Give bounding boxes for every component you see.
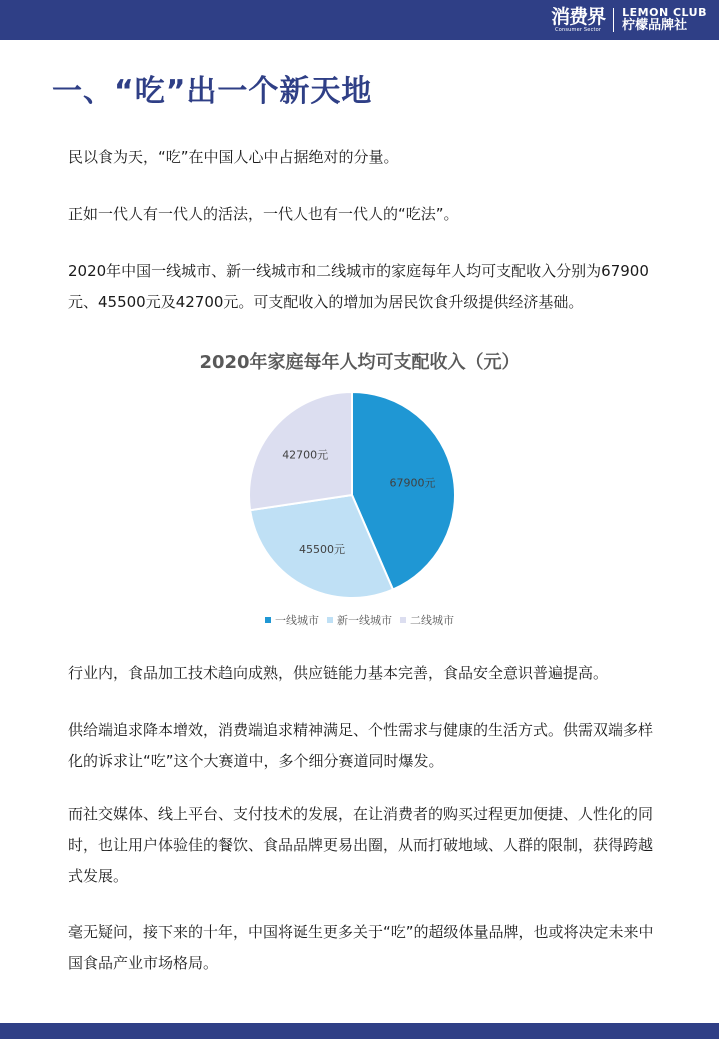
paragraph-5: 供给端追求降本增效，消费端追求精神满足、个性需求与健康的生活方式。供需双端多样化的诉求让“吃”这个大赛道中，多个细分赛道同时爆发。 (68, 721, 654, 770)
header-bar (0, 0, 719, 40)
pie-label-new-tier1: 45500元 (298, 543, 345, 557)
pie-label-tier2: 42700元 (282, 448, 329, 462)
legend-label: 二线城市 (410, 614, 454, 627)
brand (551, 4, 707, 36)
page-title: 一、“吃”出一个新天地 (52, 74, 373, 109)
paragraph-7: 毫无疑问，接下来的十年，中国将诞生更多关于“吃”的超级体量品牌，也或将决定未来中国食品产业市场格局。 (68, 923, 654, 972)
consumer-sector-logo (551, 5, 606, 33)
paragraph-4: 行业内，食品加工技术趋向成熟，供应链能力基本完善，食品安全意识普遍提高。 (68, 664, 609, 682)
legend-swatch (400, 617, 406, 623)
legend-item-new-tier1 (327, 612, 392, 628)
paragraph-1: 民以食为天，“吃”在中国人心中占据绝对的分量。 (68, 148, 399, 166)
footer-bar (0, 1023, 719, 1039)
legend-swatch (327, 617, 333, 623)
pie-chart (0, 390, 719, 605)
logo-sub-text: Consumer Sector (555, 26, 602, 33)
lemon-club-brand (622, 7, 707, 33)
legend-label: 一线城市 (275, 614, 319, 627)
brand-name-cn: 柠檬品牌社 (622, 17, 688, 33)
logo-main-text: 消费界 (551, 5, 606, 28)
brand-name-en: LEMON CLUB (622, 5, 707, 19)
legend-item-tier1 (265, 612, 319, 628)
legend-item-tier2 (400, 612, 454, 628)
brand-divider (613, 8, 614, 32)
paragraph-3: 2020年中国一线城市、新一线城市和二线城市的家庭每年人均可支配收入分别为67900元、45500元及42700元。可支配收入的增加为居民饮食升级提供经济基础。 (68, 262, 649, 311)
pie-label-tier1: 67900元 (389, 476, 436, 490)
paragraph-6: 而社交媒体、线上平台、支付技术的发展，在让消费者的购买过程更加便捷、人性化的同时，也让用户体验佳的餐饮、食品品牌更易出圈，从而打破地域、人群的限制，获得跨越式发展。 (68, 805, 654, 885)
legend-label: 新一线城市 (337, 614, 392, 627)
chart-legend (0, 612, 719, 628)
legend-swatch (265, 617, 271, 623)
paragraph-2: 正如一代人有一代人的活法，一代人也有一代人的“吃法”。 (68, 205, 459, 223)
chart-title: 2020年家庭每年人均可支配收入（元） (199, 352, 520, 373)
